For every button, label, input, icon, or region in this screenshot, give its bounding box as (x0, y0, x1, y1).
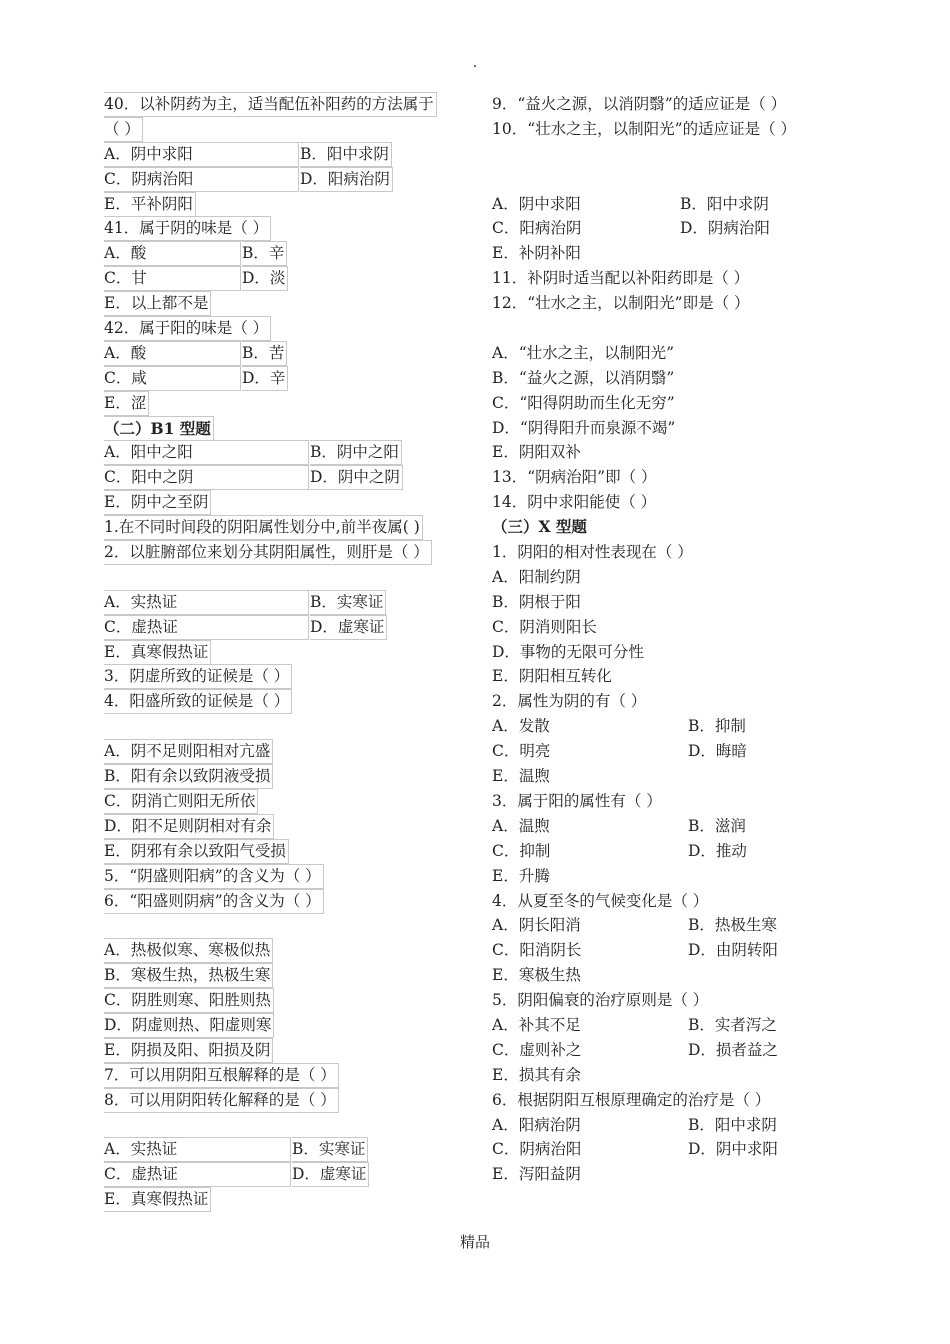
option-text: B．热极生寒 (688, 916, 777, 935)
question-line (492, 764, 842, 789)
option-text: D．推动 (688, 841, 747, 860)
option-text: B．实寒证 (310, 590, 386, 615)
question-line (492, 689, 842, 714)
option-text: D．阴中求阳 (688, 1140, 778, 1159)
question-line (104, 1038, 474, 1063)
question-line (492, 864, 842, 889)
line-text: E．阴损及阳、阳损及阴 (104, 1038, 273, 1063)
line-text: E．阴阳双补 (492, 443, 581, 462)
line-text: 7．可以用阴阳互根解释的是（ ） (104, 1063, 339, 1088)
line-text: C．阴消则阳长 (492, 617, 597, 636)
question-line (104, 490, 474, 515)
line-text: E．损其有余 (492, 1065, 581, 1084)
blank-line (104, 913, 474, 938)
line-text: 3．属于阳的属性有（ ） (492, 791, 662, 810)
line-text: E．平补阴阳 (104, 192, 196, 217)
question-line (104, 192, 474, 217)
question-line (104, 1063, 474, 1088)
option-row (104, 615, 474, 640)
line-text: 8．可以用阴阳转化解释的是（ ） (104, 1088, 339, 1113)
option-text: D．由阴转阳 (688, 941, 778, 960)
option-text: D．虚寒证 (310, 615, 387, 640)
option-text: C．抑制 (492, 841, 551, 860)
question-line (492, 789, 842, 814)
option-text: C．阳中之阴 (104, 465, 309, 490)
question-line (492, 391, 842, 416)
header-mark: . (472, 55, 478, 71)
left-column (104, 92, 474, 1212)
line-text: 1．阴阳的相对性表现在（ ） (492, 543, 693, 562)
question-line (492, 117, 842, 142)
line-text: 10．“壮水之主，以制阳光”的适应证是（ ） (492, 119, 796, 138)
option-row (104, 1162, 474, 1187)
question-line (492, 988, 842, 1013)
line-text: D．“阴得阳升而泉源不竭” (492, 418, 676, 437)
question-line (104, 1013, 474, 1038)
line-text: E．泻阳益阴 (492, 1165, 581, 1184)
question-line (492, 889, 842, 914)
option-text: C．阴病治阳 (492, 1140, 582, 1159)
option-row (104, 241, 474, 266)
line-text: A．“壮水之主，以制阳光” (492, 343, 675, 362)
option-text: C．甘 (104, 266, 241, 291)
question-line (104, 216, 474, 241)
line-text: 2．属性为阴的有（ ） (492, 692, 647, 711)
line-text: B．“益火之源，以消阴翳” (492, 368, 675, 387)
line-text: E．温煦 (492, 767, 550, 786)
question-line (492, 440, 842, 465)
question-line (492, 565, 842, 590)
line-text: 6．根据阴阳互根原理确定的治疗是（ ） (492, 1090, 771, 1109)
question-line (104, 988, 474, 1013)
option-text: B．阳中求阴 (680, 194, 769, 213)
option-row (104, 465, 474, 490)
option-text: D．淡 (242, 266, 288, 291)
question-line (104, 515, 474, 540)
question-line (492, 416, 842, 441)
question-line (104, 291, 474, 316)
option-text: B．抑制 (688, 717, 746, 736)
line-text: B．寒极生热，热极生寒 (104, 963, 273, 988)
line-text: A．阳制约阴 (492, 567, 581, 586)
question-line (492, 640, 842, 665)
option-row (492, 1013, 842, 1038)
option-row (492, 839, 842, 864)
line-text: E．升腾 (492, 866, 550, 885)
blank-line (492, 316, 842, 341)
question-line (104, 92, 474, 117)
option-row (492, 216, 842, 241)
question-line (492, 1063, 842, 1088)
blank-line (104, 565, 474, 590)
option-text: B．实者泻之 (688, 1015, 777, 1034)
option-text: C．咸 (104, 366, 241, 391)
line-text: A．阴不足则阳相对亢盛 (104, 739, 273, 764)
question-line (104, 963, 474, 988)
line-text: E．阴中之至阴 (104, 490, 211, 515)
option-text: B．滋润 (688, 816, 746, 835)
question-line (104, 391, 474, 416)
option-text: D．阴中之阴 (310, 465, 403, 490)
option-text: A．补其不足 (492, 1015, 581, 1034)
blank-line (492, 142, 842, 167)
question-line (492, 664, 842, 689)
option-row (104, 366, 474, 391)
right-column (492, 92, 842, 1187)
option-text: C．阳病治阴 (492, 219, 582, 238)
option-row (492, 1113, 842, 1138)
option-text: D．阴病治阳 (680, 219, 770, 238)
line-text: D．事物的无限可分性 (492, 642, 644, 661)
section-heading (104, 416, 474, 441)
option-row (104, 142, 474, 167)
option-row (104, 440, 474, 465)
question-line (104, 739, 474, 764)
option-text: A．实热证 (104, 1137, 291, 1162)
question-line (104, 316, 474, 341)
option-text: A．阴长阳消 (492, 916, 581, 935)
blank-line (104, 1113, 474, 1138)
question-line (492, 963, 842, 988)
line-text: 42．属于阳的味是（ ） (104, 316, 271, 341)
question-line (104, 839, 474, 864)
line-text: A．热极似寒、寒极似热 (104, 938, 273, 963)
line-text: 5．“阴盛则阳病”的含义为（ ） (104, 864, 324, 889)
option-text: A．酸 (104, 241, 241, 266)
section-title: （二）B1 型题 (104, 416, 214, 441)
question-line (104, 864, 474, 889)
line-text: D．阴虚则热、阳虚则寒 (104, 1013, 274, 1038)
line-text: E．阴阳相互转化 (492, 667, 612, 686)
section-heading (492, 515, 842, 540)
option-row (492, 814, 842, 839)
option-row (492, 1038, 842, 1063)
option-text: B．辛 (242, 241, 287, 266)
line-text: 1.在不同时间段的阴阳属性划分中,前半夜属( ) (104, 515, 423, 540)
question-line (492, 590, 842, 615)
question-line (492, 615, 842, 640)
option-row (492, 192, 842, 217)
question-line (104, 1187, 474, 1212)
option-row (104, 590, 474, 615)
question-line (492, 341, 842, 366)
question-line (492, 490, 842, 515)
question-line (104, 764, 474, 789)
line-text: E．涩 (104, 391, 149, 416)
section-title: （三）X 型题 (492, 517, 587, 537)
blank-line (104, 714, 474, 739)
option-text: A．阴中求阳 (104, 142, 299, 167)
option-text: A．阳中之阳 (104, 440, 309, 465)
option-text: D．阳病治阴 (300, 167, 393, 192)
question-line (492, 92, 842, 117)
option-row (104, 1137, 474, 1162)
line-text: 14．阴中求阳能使（ ） (492, 493, 657, 512)
question-line (492, 1162, 842, 1187)
line-text: 13．“阴病治阳”即（ ） (492, 468, 657, 487)
question-line (104, 540, 474, 565)
line-text: 12．“壮水之主，以制阳光”即是（ ） (492, 294, 750, 313)
option-text: B．实寒证 (292, 1137, 368, 1162)
question-line (104, 689, 474, 714)
line-text: B．阳有余以致阴液受损 (104, 764, 273, 789)
option-row (492, 913, 842, 938)
option-text: B．阳中求阴 (688, 1115, 777, 1134)
option-row (492, 714, 842, 739)
option-text: C．虚则补之 (492, 1040, 582, 1059)
option-row (104, 266, 474, 291)
line-text: 5．阴阳偏衰的治疗原则是（ ） (492, 991, 709, 1010)
question-line (492, 366, 842, 391)
option-text: D．辛 (242, 366, 288, 391)
line-text: 3．阴虚所致的证候是（ ） (104, 664, 292, 689)
question-line (104, 117, 474, 142)
line-text: 2．以脏腑部位来划分其阴阳属性，则肝是（ ） (104, 540, 432, 565)
question-line (492, 1088, 842, 1113)
line-text: 11．补阴时适当配以补阳药即是（ ） (492, 269, 750, 288)
option-row (492, 739, 842, 764)
line-text: （ ） (104, 117, 143, 142)
question-line (104, 789, 474, 814)
option-text: D．晦暗 (688, 742, 747, 761)
question-line (104, 889, 474, 914)
option-text: A．实热证 (104, 590, 309, 615)
option-text: C．阳消阴长 (492, 941, 582, 960)
page-footer: 精品 (459, 1233, 490, 1251)
line-text: B．阴根于阳 (492, 592, 581, 611)
line-text: C．阴消亡则阳无所依 (104, 789, 258, 814)
option-row (104, 341, 474, 366)
line-text: 41．属于阴的味是（ ） (104, 216, 271, 241)
option-text: B．苦 (242, 341, 287, 366)
question-line (104, 1088, 474, 1113)
line-text: C．阴胜则寒、阳胜则热 (104, 988, 274, 1013)
option-text: A．温煦 (492, 816, 550, 835)
line-text: E．以上都不是 (104, 291, 211, 316)
option-text: A．发散 (492, 717, 550, 736)
line-text: 6．“阳盛则阴病”的含义为（ ） (104, 889, 324, 914)
option-text: C．阴病治阳 (104, 167, 299, 192)
question-line (104, 640, 474, 665)
option-text: A．酸 (104, 341, 241, 366)
line-text: 9．“益火之源，以消阴翳”的适应证是（ ） (492, 95, 787, 113)
blank-line (492, 167, 842, 192)
line-text: E．真寒假热证 (104, 640, 211, 665)
option-text: B．阴中之阳 (310, 440, 402, 465)
question-line (104, 938, 474, 963)
question-line (492, 266, 842, 291)
option-text: D．虚寒证 (292, 1162, 369, 1187)
option-row (492, 1137, 842, 1162)
line-text: D．阳不足则阴相对有余 (104, 814, 274, 839)
question-line (492, 241, 842, 266)
option-row (104, 167, 474, 192)
line-text: 4．阳盛所致的证候是（ ） (104, 689, 292, 714)
option-text: A．阳病治阴 (492, 1115, 581, 1134)
line-text: C．“阳得阴助而生化无穷” (492, 393, 675, 412)
option-text: A．阴中求阳 (492, 194, 581, 213)
line-text: 4．从夏至冬的气候变化是（ ） (492, 891, 709, 910)
line-text: 40．以补阴药为主，适当配伍补阳药的方法属于 (104, 92, 437, 117)
line-text: E．寒极生热 (492, 966, 581, 985)
question-line (104, 664, 474, 689)
line-text: E．补阴补阳 (492, 244, 581, 263)
question-line (492, 540, 842, 565)
line-text: E．阴邪有余以致阳气受损 (104, 839, 289, 864)
option-text: C．虚热证 (104, 1162, 291, 1187)
option-text: D．损者益之 (688, 1040, 778, 1059)
option-text: B．阳中求阴 (300, 142, 392, 167)
question-line (104, 814, 474, 839)
option-text: C．虚热证 (104, 615, 309, 640)
question-line (492, 465, 842, 490)
question-line (492, 291, 842, 316)
option-text: C．明亮 (492, 742, 551, 761)
option-row (492, 938, 842, 963)
line-text: E．真寒假热证 (104, 1187, 211, 1212)
